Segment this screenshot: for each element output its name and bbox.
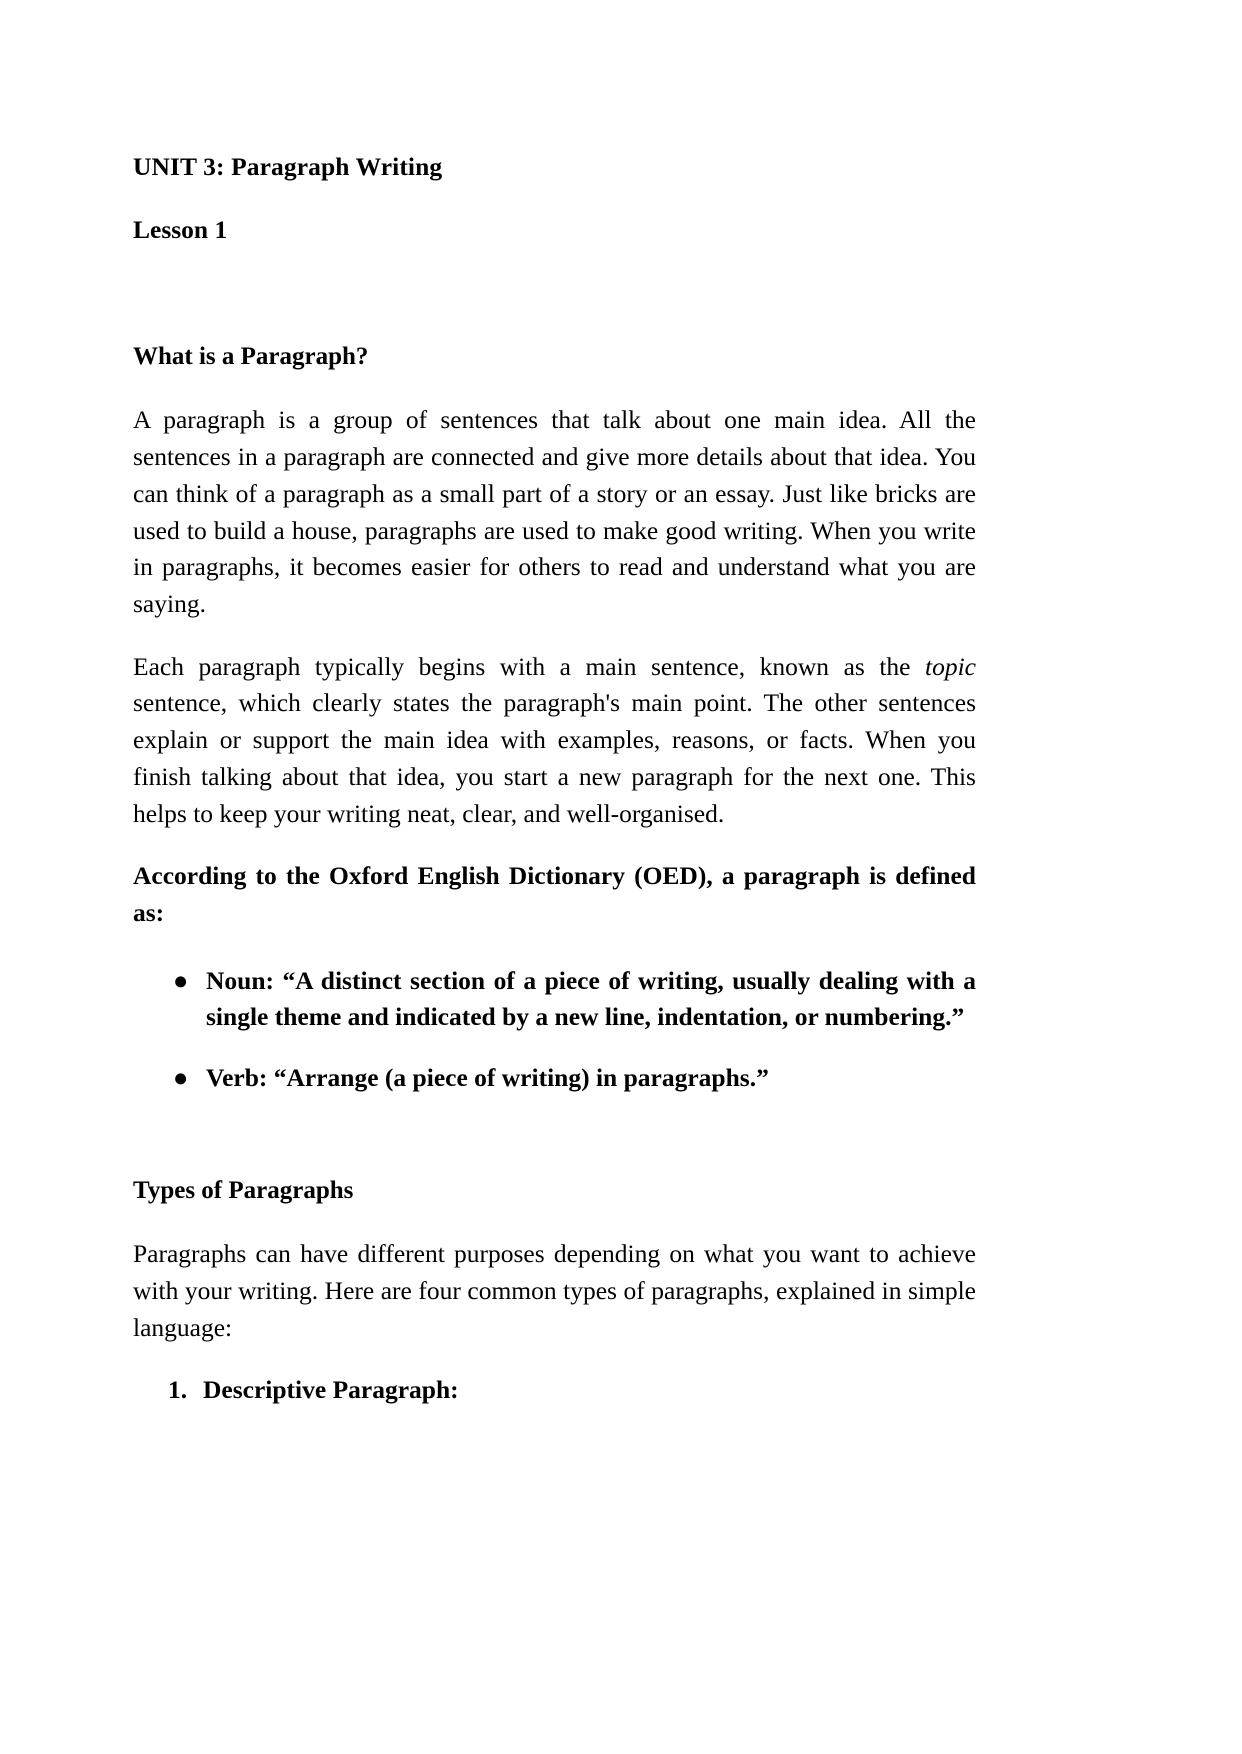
heading-types-of-paragraphs: Types of Paragraphs (133, 1176, 354, 1204)
bullet-icon: ● (173, 965, 189, 995)
document-body (133, 152, 976, 1409)
oed-verb-definition: Verb: “Arrange (a piece of writing) in paragraphs.” (206, 1063, 769, 1093)
bullet-icon: ● (173, 1063, 189, 1093)
list-item (133, 1372, 976, 1409)
paragraph-definition-intro: A paragraph is a group of sentences that talk about one main idea. All the sentences in a paragraph are connected and give more details about that idea. You can think of a paragraph as a small part of a story or an essay. Just like bricks are used to build a house, paragraphs are used to make good writing. When you write in paragraphs, it becomes easier for others to read and understand what you are saying. (133, 405, 976, 619)
paragraph-topic-sentence (133, 649, 976, 833)
list-item (133, 1060, 976, 1097)
paragraph-types-list (133, 1372, 976, 1409)
unit-title: UNIT 3: Paragraph Writing (133, 152, 443, 181)
paragraph-topic-sentence-emphasis: topic (925, 651, 976, 681)
list-item-number: 1. (168, 1375, 188, 1405)
heading-oed-definition: According to the Oxford English Dictionary (OED), a paragraph is defined as: (133, 861, 976, 927)
oed-definition-list (133, 963, 976, 1097)
lesson-title: Lesson 1 (133, 214, 228, 244)
paragraph-topic-sentence-part-1: Each paragraph typically begins with a main sentence, known as the (133, 651, 925, 681)
section-spacer (133, 1097, 976, 1175)
paragraph-type-descriptive: Descriptive Paragraph: (203, 1375, 459, 1405)
heading-what-is-a-paragraph: What is a Paragraph? (133, 343, 369, 371)
oed-noun-definition: Noun: “A distinct section of a piece of writing, usually dealing with a single theme and indicated by a new line, indentation, or numbering.” (206, 965, 976, 1032)
list-item (133, 963, 976, 1036)
paragraph-topic-sentence-part-2: sentence, which clearly states the paragraph's main point. The other sentences explain or support the main idea with examples, reasons, or facts. When you finish talking about that idea, you start a new paragraph for the next one. This helps to keep your writing neat, clear, and well-organised. (133, 688, 976, 828)
paragraph-types-intro: Paragraphs can have different purposes depending on what you want to achieve with your writing. Here are four common types of paragraphs, explained in simple language: (133, 1239, 976, 1342)
